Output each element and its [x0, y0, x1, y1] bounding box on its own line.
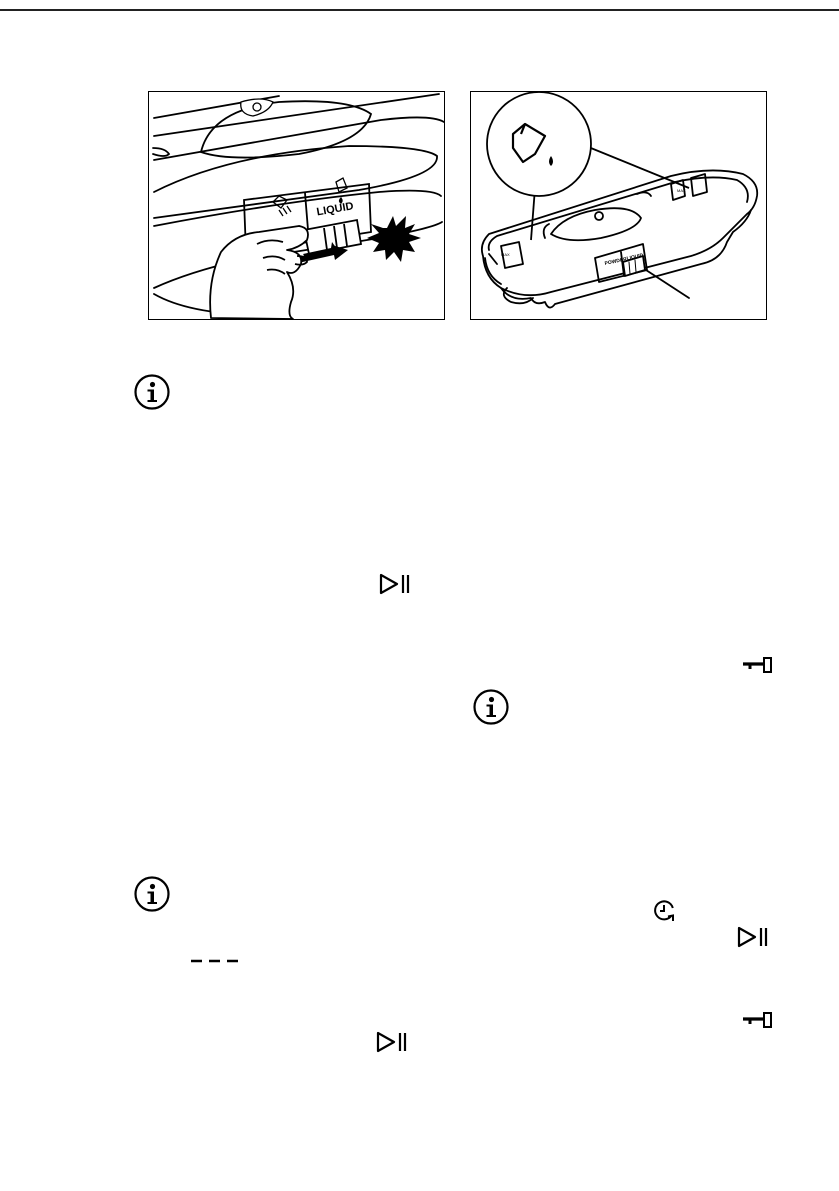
- detergent-dispenser-figure: [470, 91, 767, 320]
- start-pause-icon: [378, 573, 412, 595]
- info-icon: [133, 373, 171, 411]
- liquid-label: LIQUID: [315, 200, 355, 219]
- delay-start-clock-icon: [651, 898, 677, 924]
- info-icon: [133, 875, 171, 913]
- child-lock-key-icon: [741, 655, 775, 675]
- detergent-flap-figure: [148, 91, 445, 320]
- child-lock-key-icon: [741, 1010, 775, 1030]
- dashes-display-icon: [188, 956, 242, 966]
- detergent-dispenser-illustration: [471, 92, 766, 319]
- svg-text:LIQUID: LIQUID: [626, 252, 644, 262]
- svg-text:MAX: MAX: [677, 188, 686, 193]
- header-rule: [0, 9, 839, 11]
- start-pause-icon: [736, 926, 770, 948]
- detergent-flap-illustration: [149, 92, 444, 319]
- info-icon: [472, 688, 510, 726]
- svg-text:MAX: MAX: [501, 252, 510, 257]
- svg-text:POWDER: POWDER: [604, 256, 628, 267]
- start-pause-icon: [375, 1031, 409, 1053]
